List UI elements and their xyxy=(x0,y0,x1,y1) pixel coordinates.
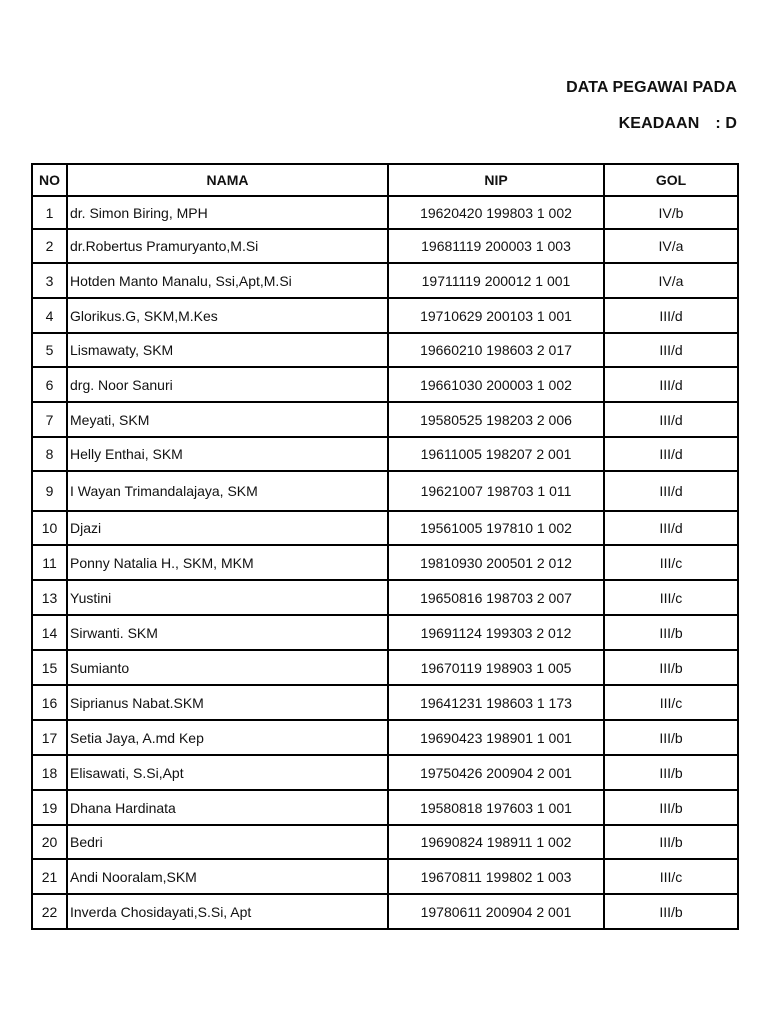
employee-grade: III/b xyxy=(604,615,738,650)
employee-nip: 19611005 198207 2 001 xyxy=(388,437,604,471)
employee-nip: 19690824 198911 1 002 xyxy=(388,825,604,859)
table-row xyxy=(32,615,738,650)
table-row xyxy=(32,859,738,894)
employee-nip: 19661030 200003 1 002 xyxy=(388,367,604,402)
employee-grade: III/d xyxy=(604,367,738,402)
employee-name: Inverda Chosidayati,S.Si, Apt xyxy=(67,894,388,929)
employee-name: Djazi xyxy=(67,511,388,545)
table-row xyxy=(32,790,738,825)
employee-grade: III/c xyxy=(604,859,738,894)
document-title xyxy=(566,79,737,97)
employee-name: Hotden Manto Manalu, Ssi,Apt,M.Si xyxy=(67,263,388,298)
table-row xyxy=(32,580,738,615)
employee-grade: III/d xyxy=(604,298,738,333)
row-number: 4 xyxy=(32,298,67,333)
table-row xyxy=(32,894,738,929)
table-row xyxy=(32,471,738,511)
employee-name: Sumianto xyxy=(67,650,388,685)
employee-nip: 19580525 198203 2 006 xyxy=(388,402,604,437)
table-row xyxy=(32,229,738,263)
employee-grade: III/c xyxy=(604,545,738,580)
keadaan-separator: : xyxy=(715,115,721,132)
employee-nip: 19691124 199303 2 012 xyxy=(388,615,604,650)
employee-nip: 19710629 200103 1 001 xyxy=(388,298,604,333)
employee-name: Yustini xyxy=(67,580,388,615)
employee-grade: IV/b xyxy=(604,196,738,229)
employee-name: Ponny Natalia H., SKM, MKM xyxy=(67,545,388,580)
employee-grade: III/d xyxy=(604,402,738,437)
row-number: 18 xyxy=(32,755,67,790)
table-row xyxy=(32,511,738,545)
table-row xyxy=(32,437,738,471)
row-number: 20 xyxy=(32,825,67,859)
row-number: 11 xyxy=(32,545,67,580)
table-row xyxy=(32,333,738,367)
employee-nip: 19670119 198903 1 005 xyxy=(388,650,604,685)
column-header-gol: GOL xyxy=(604,164,738,196)
row-number: 22 xyxy=(32,894,67,929)
table-row xyxy=(32,263,738,298)
employee-nip: 19561005 197810 1 002 xyxy=(388,511,604,545)
employee-name: I Wayan Trimandalajaya, SKM xyxy=(67,471,388,511)
document-subtitle xyxy=(619,115,737,133)
row-number: 7 xyxy=(32,402,67,437)
table-row xyxy=(32,825,738,859)
employee-nip: 19660210 198603 2 017 xyxy=(388,333,604,367)
employee-nip: 19810930 200501 2 012 xyxy=(388,545,604,580)
employee-grade: IV/a xyxy=(604,229,738,263)
employee-nip: 19641231 198603 1 173 xyxy=(388,685,604,720)
title-line-1: DATA PEGAWAI PADA xyxy=(566,79,737,96)
employee-grade: III/d xyxy=(604,511,738,545)
employee-name: Sirwanti. SKM xyxy=(67,615,388,650)
employee-nip: 19681119 200003 1 003 xyxy=(388,229,604,263)
employee-nip: 19670811 199802 1 003 xyxy=(388,859,604,894)
employee-table xyxy=(31,163,739,930)
row-number: 8 xyxy=(32,437,67,471)
employee-grade: III/b xyxy=(604,894,738,929)
employee-name: Lismawaty, SKM xyxy=(67,333,388,367)
employee-grade: III/c xyxy=(604,580,738,615)
employee-nip: 19690423 198901 1 001 xyxy=(388,720,604,755)
keadaan-label: KEADAAN xyxy=(618,115,700,132)
employee-name: drg. Noor Sanuri xyxy=(67,367,388,402)
employee-name: Bedri xyxy=(67,825,388,859)
table-row xyxy=(32,545,738,580)
employee-name: dr. Simon Biring, MPH xyxy=(67,196,388,229)
employee-name: Glorikus.G, SKM,M.Kes xyxy=(67,298,388,333)
table-header-row xyxy=(32,164,738,196)
table-row xyxy=(32,755,738,790)
employee-grade: III/d xyxy=(604,333,738,367)
employee-nip: 19620420 199803 1 002 xyxy=(388,196,604,229)
row-number: 1 xyxy=(32,196,67,229)
row-number: 2 xyxy=(32,229,67,263)
table-row xyxy=(32,367,738,402)
row-number: 5 xyxy=(32,333,67,367)
column-header-no: NO xyxy=(32,164,67,196)
employee-name: dr.Robertus Pramuryanto,M.Si xyxy=(67,229,388,263)
keadaan-value: D xyxy=(725,115,737,132)
employee-grade: III/b xyxy=(604,790,738,825)
column-header-nama: NAMA xyxy=(67,164,388,196)
employee-name: Elisawati, S.Si,Apt xyxy=(67,755,388,790)
employee-nip: 19580818 197603 1 001 xyxy=(388,790,604,825)
employee-nip: 19621007 198703 1 011 xyxy=(388,471,604,511)
row-number: 21 xyxy=(32,859,67,894)
employee-name: Dhana Hardinata xyxy=(67,790,388,825)
employee-grade: III/c xyxy=(604,685,738,720)
employee-grade: III/d xyxy=(604,437,738,471)
row-number: 3 xyxy=(32,263,67,298)
employee-name: Helly Enthai, SKM xyxy=(67,437,388,471)
employee-grade: III/b xyxy=(604,755,738,790)
table-row xyxy=(32,650,738,685)
employee-grade: III/b xyxy=(604,720,738,755)
row-number: 14 xyxy=(32,615,67,650)
row-number: 17 xyxy=(32,720,67,755)
employee-nip: 19780611 200904 2 001 xyxy=(388,894,604,929)
table-row xyxy=(32,720,738,755)
employee-name: Siprianus Nabat.SKM xyxy=(67,685,388,720)
row-number: 6 xyxy=(32,367,67,402)
column-header-nip: NIP xyxy=(388,164,604,196)
row-number: 15 xyxy=(32,650,67,685)
table-row xyxy=(32,685,738,720)
table-row xyxy=(32,402,738,437)
row-number: 13 xyxy=(32,580,67,615)
table-row xyxy=(32,298,738,333)
employee-grade: III/b xyxy=(604,825,738,859)
employee-name: Andi Nooralam,SKM xyxy=(67,859,388,894)
row-number: 19 xyxy=(32,790,67,825)
table-row xyxy=(32,196,738,229)
row-number: 9 xyxy=(32,471,67,511)
row-number: 10 xyxy=(32,511,67,545)
employee-grade: IV/a xyxy=(604,263,738,298)
employee-name: Meyati, SKM xyxy=(67,402,388,437)
employee-grade: III/d xyxy=(604,471,738,511)
employee-grade: III/b xyxy=(604,650,738,685)
employee-nip: 19750426 200904 2 001 xyxy=(388,755,604,790)
employee-name: Setia Jaya, A.md Kep xyxy=(67,720,388,755)
employee-nip: 19711119 200012 1 001 xyxy=(388,263,604,298)
row-number: 16 xyxy=(32,685,67,720)
employee-nip: 19650816 198703 2 007 xyxy=(388,580,604,615)
